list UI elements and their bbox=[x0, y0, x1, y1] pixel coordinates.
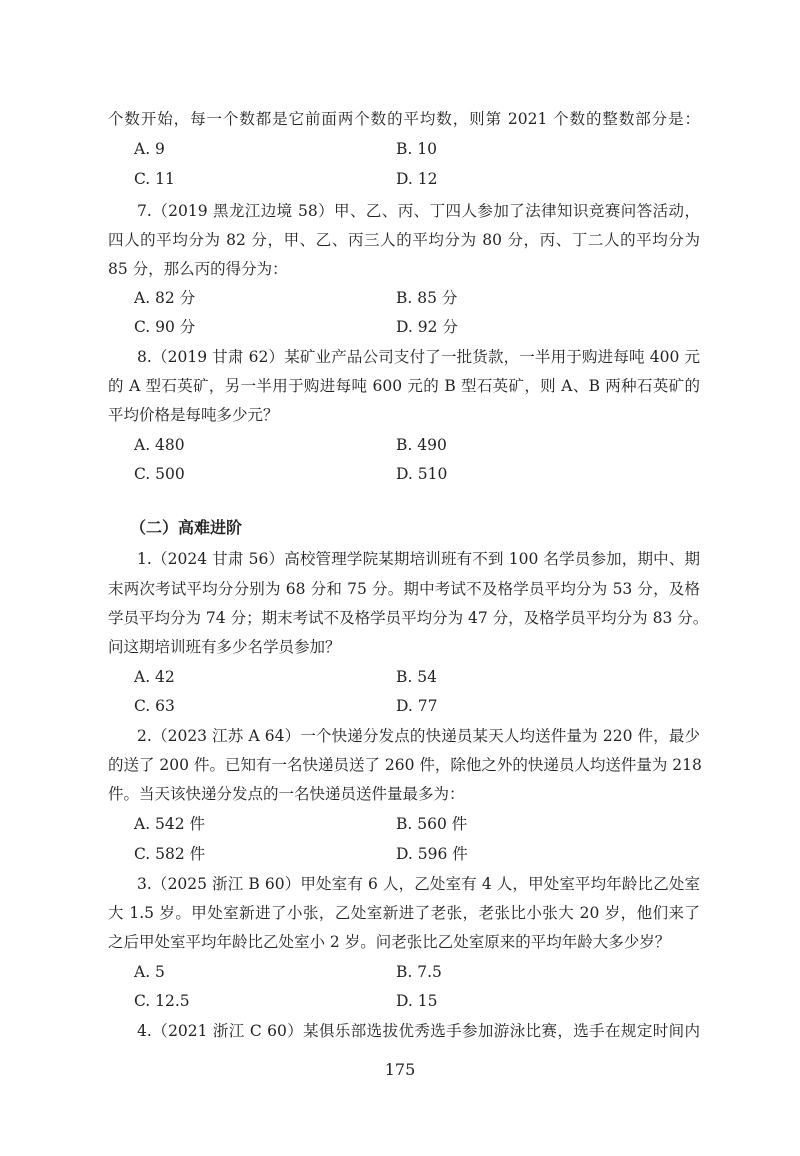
option-a: A. 82 分 bbox=[134, 289, 196, 307]
option-a: A. 42 bbox=[134, 668, 175, 686]
question-6-text: 个数开始，每一个数都是它前面两个数的平均数，则第 2021 个数的整数部分是： bbox=[108, 110, 700, 128]
question-7-line-2: 四人的平均分为 82 分，甲、乙、丙三人的平均分为 80 分，丙、丁二人的平均分为 bbox=[108, 231, 700, 249]
hard-question-3-line-3: 之后甲处室平均年龄比乙处室小 2 岁。问老张比乙处室原来的平均年龄大多少岁？ bbox=[108, 933, 671, 951]
option-b: B. 560 件 bbox=[396, 815, 468, 833]
option-c: C. 63 bbox=[134, 697, 175, 715]
hard-question-1-line-1: 1.（2024 甘肃 56）高校管理学院某期培训班有不到 100 名学员参加，期中、期 bbox=[137, 550, 700, 568]
option-c: C. 582 件 bbox=[134, 845, 206, 863]
option-d: D. 92 分 bbox=[396, 318, 458, 336]
option-d: D. 12 bbox=[396, 170, 438, 188]
hard-question-1-line-3: 学员平均分为 74 分；期末考试不及格学员平均分为 47 分，及格学员平均分为 83 分。 bbox=[108, 609, 709, 627]
question-8-line-2: 的 A 型石英矿，另一半用于购进每吨 600 元的 B 型石英矿，则 A、B 两种石英矿的 bbox=[108, 377, 700, 395]
question-8-line-3: 平均价格是每吨多少元？ bbox=[108, 406, 279, 424]
page-number: 175 bbox=[384, 1060, 416, 1079]
hard-question-3-line-2: 大 1.5 岁。甲处室新进了小张，乙处室新进了老张，老张比小张大 20 岁，他们来了 bbox=[108, 904, 700, 922]
hard-question-1-line-2: 末两次考试平均分分别为 68 分和 75 分。期中考试不及格学员平均分为 53 分，及格 bbox=[108, 580, 700, 598]
hard-question-4-line-1: 4.（2021 浙江 C 60）某俱乐部选拔优秀选手参加游泳比赛，选手在规定时间内 bbox=[137, 1022, 700, 1040]
option-b: B. 54 bbox=[396, 668, 437, 686]
option-a: A. 5 bbox=[134, 963, 165, 981]
option-b: B. 490 bbox=[396, 436, 447, 454]
hard-question-1-line-4: 问这期培训班有多少名学员参加？ bbox=[108, 638, 341, 656]
hard-question-2-line-2: 的送了 200 件。已知有一名快递员送了 260 件，除他之外的快递员人均送件量为 218 bbox=[108, 756, 702, 774]
hard-question-2-line-3: 件。当天该快递分发点的一名快递员送件量最多为： bbox=[108, 785, 465, 803]
question-7-line-1: 7.（2019 黑龙江边境 58）甲、乙、丙、丁四人参加了法律知识竞赛问答活动， bbox=[137, 202, 700, 220]
section-heading: （二）高难进阶 bbox=[130, 518, 243, 537]
option-d: D. 596 件 bbox=[396, 845, 468, 863]
option-c: C. 12.5 bbox=[134, 992, 190, 1010]
option-d: D. 77 bbox=[396, 697, 438, 715]
option-d: D. 510 bbox=[396, 465, 448, 483]
option-b: B. 10 bbox=[396, 140, 437, 158]
option-b: B. 85 分 bbox=[396, 289, 458, 307]
option-a: A. 9 bbox=[134, 140, 165, 158]
option-d: D. 15 bbox=[396, 992, 438, 1010]
question-8-line-1: 8.（2019 甘肃 62）某矿业产品公司支付了一批货款，一半用于购进每吨 400 元 bbox=[137, 348, 700, 366]
option-c: C. 500 bbox=[134, 465, 185, 483]
hard-question-3-line-1: 3.（2025 浙江 B 60）甲处室有 6 人，乙处室有 4 人，甲处室平均年龄比乙处室 bbox=[137, 875, 700, 893]
option-a: A. 480 bbox=[134, 436, 185, 454]
option-c: C. 11 bbox=[134, 170, 175, 188]
option-c: C. 90 分 bbox=[134, 318, 196, 336]
question-7-line-3: 85 分，那么丙的得分为： bbox=[108, 260, 288, 278]
option-b: B. 7.5 bbox=[396, 963, 442, 981]
hard-question-2-line-1: 2.（2023 江苏 A 64）一个快递分发点的快递员某天人均送件量为 220 件，最少 bbox=[137, 727, 700, 745]
option-a: A. 542 件 bbox=[134, 815, 206, 833]
